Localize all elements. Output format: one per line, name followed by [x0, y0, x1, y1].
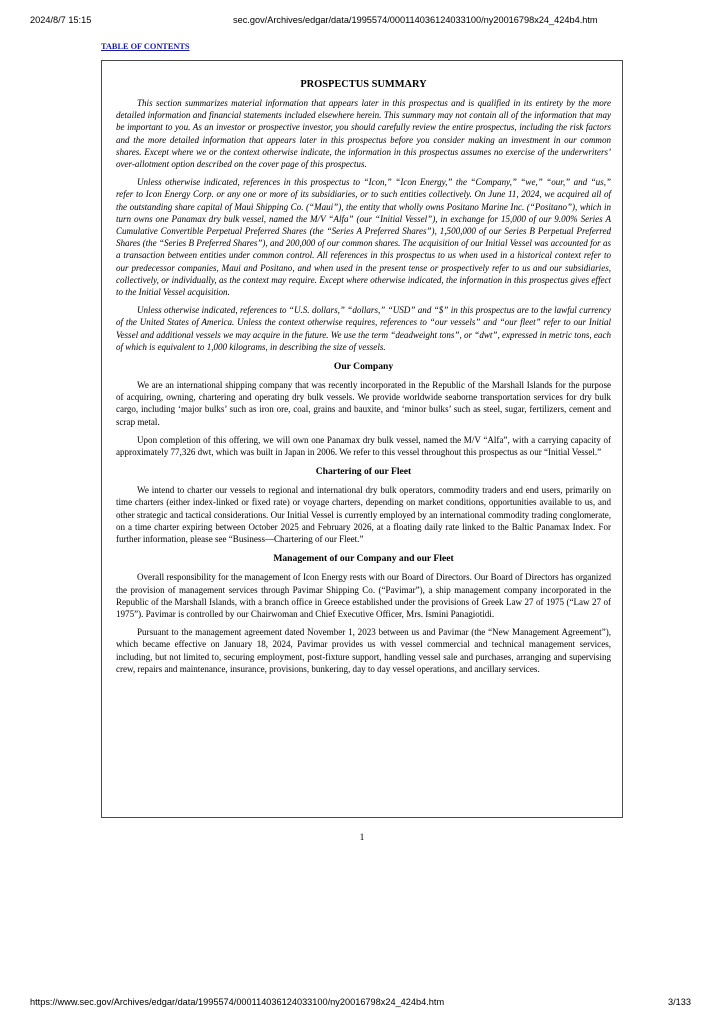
footer-page-count: 3/133	[668, 997, 691, 1007]
section-heading-management: Management of our Company and our Fleet	[273, 553, 454, 565]
intro-paragraph: Unless otherwise indicated, references in this prospectus to “Icon,” “Icon Energy,” the “Company,” “we,” “our,” and “us,” refer to Icon Energy Corp. or any one or more of its subsidiaries, or to such entities collectively. On June 11, 2024, we acquired all of the outstanding share capital of Maui Shipping Co. (“Maui”), the entity that wholly owns Positano Marine Inc. (“Positano”), which in turn owns one Panamax dry bulk vessel, named the M/V “Alfa” (our “Initial Vessel”), in exchange for 15,000 of our 9.00% Series A Cumulative Convertible Perpetual Preferred Shares (the “Series A Preferred Shares”), 1,500,000 of our Series B Perpetual Preferred Shares (the “Series B Preferred Shares”), and 200,000 of our common shares. The acquisition of our Initial Vessel was accounted for as a transaction between entities under common control. All references in this prospectus to us when used in a historical context refer to our predecessor companies, Maui and Positano, and when used in the present tense or prospectively refer to us and our subsidiaries, collectively, or individually, as the context may require. Except where otherwise indicated, the information in this prospectus gives effect to the Initial Vessel acquisition.	[116, 177, 611, 298]
page-number: 1	[359, 833, 365, 843]
footer-url: https://www.sec.gov/Archives/edgar/data/1995574/000114036124033100/ny20016798x24_424b4.htm	[30, 997, 445, 1007]
print-datetime: 2024/8/7 15:15	[30, 15, 92, 25]
body-paragraph: We are an international shipping company that was recently incorporated in the Republic of the Marshall Islands for the purpose of acquiring, owning, chartering and operating dry bulk vessels. We provide worldwide seaborne transportation services for dry bulk cargo, including ‘major bulks’ such as iron ore, coal, grains and bauxite, and ‘minor bulks’ such as steel, sugar, fertilizers, cement and scrap metal.	[116, 380, 611, 427]
body-paragraph: Pursuant to the management agreement dated November 1, 2023 between us and Pavimar (the “New Management Agreement”), which became effective on January 18, 2024, Pavimar provides us with vessel commercial and technical management services, including, but not limited to, securing employment, post-fixture support, handling vessel sale and purchases, arranging and supervising crew, repairs and maintenance, insurance, provisions, bunkering, day to day vessel operations, and ancillary services.	[116, 627, 611, 674]
intro-paragraph: This section summarizes material information that appears later in this prospectus and is qualified in its entirety by the more detailed information and financial statements included elsewhere herein. This summary may not contain all of the information that may be important to you. As an investor or prospective investor, you should carefully review the entire prospectus, including the risk factors and the more detailed information that appears later in this prospectus before you consider making an investment in our common shares. Except where we or the context otherwise indicate, the information in this prospectus assumes no exercise of the underwriters’ over-allotment option described on the cover page of this prospectus.	[116, 98, 611, 170]
print-url: sec.gov/Archives/edgar/data/1995574/000114036124033100/ny20016798x24_424b4.htm	[233, 15, 598, 25]
section-heading-our-company: Our Company	[333, 361, 394, 373]
section-heading-chartering: Chartering of our Fleet	[315, 466, 412, 478]
body-paragraph: Overall responsibility for the management of Icon Energy rests with our Board of Directors. Our Board of Directors has organized the provision of management services through Pavimar Shipping Co. (“Pavimar”), a ship management company incorporated in the Republic of the Marshall Islands, with a branch office in Greece established under the provisions of Greek Law 27 of 1975 (“Law 27 of 1975”). Pavimar is controlled by our Chairwoman and Chief Executive Officer, Mrs. Ismini Panagiotidi.	[116, 572, 611, 619]
body-paragraph: We intend to charter our vessels to regional and international dry bulk operators, commodity traders and end users, primarily on time charters (either index-linked or fixed rate) or voyage charters, depending on market conditions, opportunities available to us, and other strategic and tactical considerations. Our Initial Vessel is currently employed by an international commodity trading conglomerate, on a time charter expiring between October 2025 and February 2026, at a floating daily rate linked to the Baltic Panamax Index. For further information, please see “Business—Chartering of our Fleet.”	[116, 485, 611, 545]
prospectus-summary-box	[101, 60, 623, 818]
intro-paragraph: Unless otherwise indicated, references to “U.S. dollars,” “dollars,” “USD” and “$” in this prospectus are to the lawful currency of the United States of America. Unless the context otherwise requires, references to “our vessels” and “our fleet” refer to our Initial Vessel and additional vessels we may acquire in the future. We use the term “deadweight tons”, or “dwt”, expressed in metric tons, each of which is equivalent to 1,000 kilograms, in describing the size of vessels.	[116, 305, 611, 352]
page-title: PROSPECTUS SUMMARY	[300, 79, 427, 90]
table-of-contents-link[interactable]: TABLE OF CONTENTS	[101, 42, 190, 51]
body-paragraph: Upon completion of this offering, we will own one Panamax dry bulk vessel, named the M/V “Alfa”, with a carrying capacity of approximately 77,326 dwt, which was built in Japan in 2006. We refer to this vessel throughout this prospectus as our “Initial Vessel.”	[116, 434, 611, 458]
